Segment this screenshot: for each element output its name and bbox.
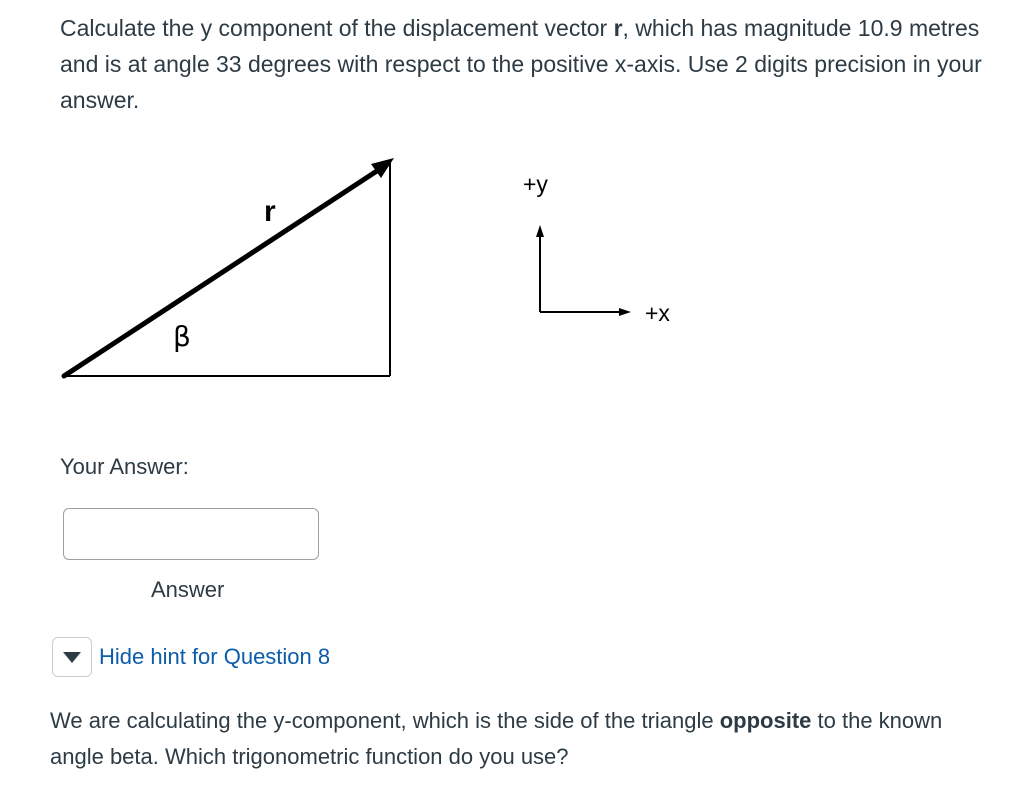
hint-toggle-row: [52, 637, 330, 677]
vector-symbol: r: [613, 15, 623, 41]
your-answer-label: Your Answer:: [60, 454, 189, 479]
hint-text-part1: We are calculating the y-component, which is the side of the triangle: [50, 708, 720, 733]
axis-y-arrowhead: [536, 225, 544, 237]
triangle-down-icon: [62, 650, 82, 664]
hint-toggle-button[interactable]: [52, 637, 92, 677]
axis-x-label: +x: [645, 300, 670, 326]
hint-text: [50, 703, 1000, 775]
hint-text-part2: to the known angle beta. Which trigonometric function do you use?: [50, 708, 943, 769]
answer-caption: Answer: [151, 577, 225, 602]
question-part2: , which has magnitude 10.9 metres and is at angle 33 degrees with respect to the positive x-axis. Use 2 digits precision in your answer.: [60, 15, 982, 113]
axis-x-arrowhead: [619, 308, 631, 316]
question-part1: Calculate the y component of the displacement vector: [60, 15, 614, 41]
hide-hint-link[interactable]: Hide hint for Question 8: [99, 644, 331, 669]
angle-label: β: [173, 320, 191, 353]
vector-r-line: [64, 167, 383, 376]
hint-text-bold: opposite: [719, 708, 812, 733]
vector-label: r: [264, 195, 276, 228]
axis-y-label: +y: [523, 171, 548, 197]
answer-input[interactable]: [63, 508, 319, 560]
